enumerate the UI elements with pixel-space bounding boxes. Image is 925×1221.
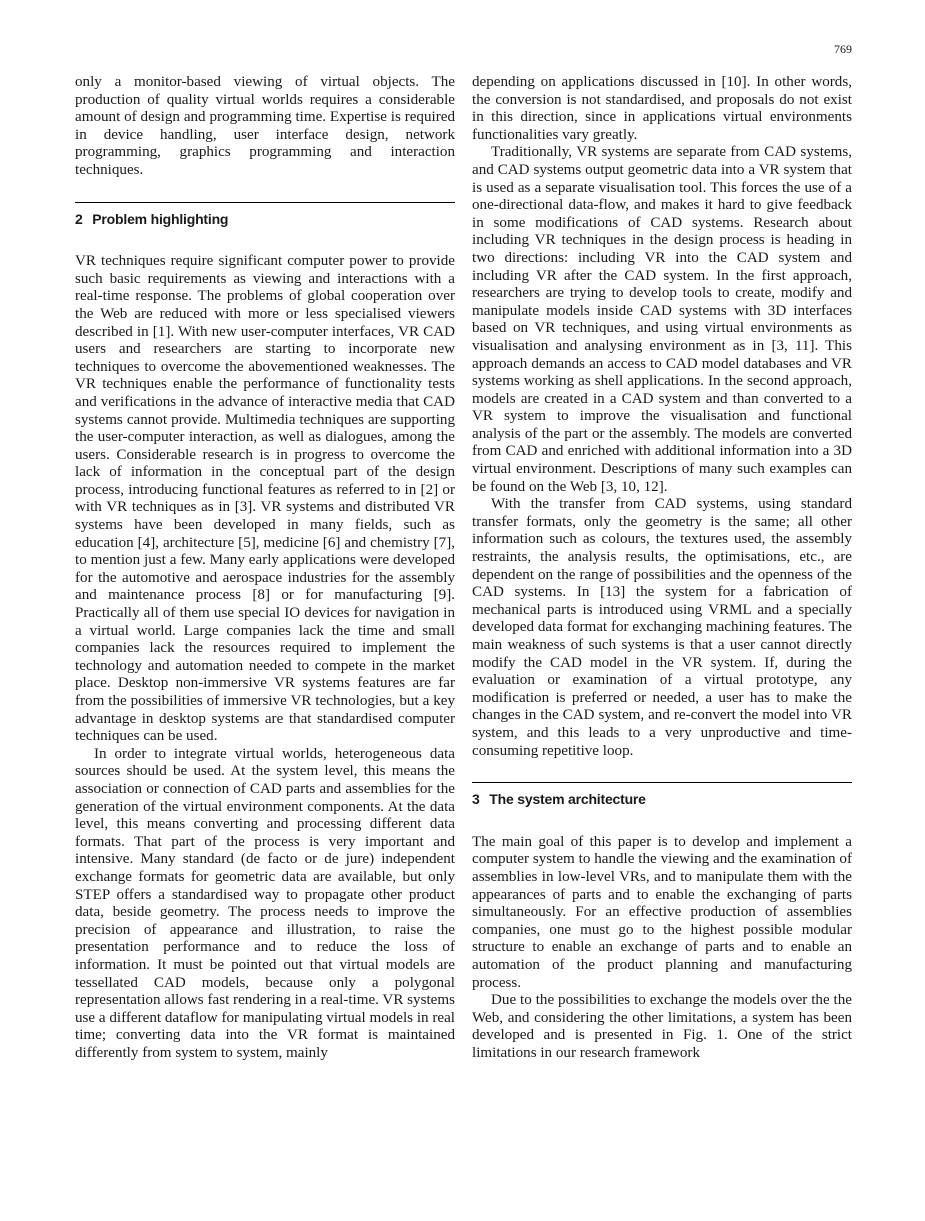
section-3-title: The system architecture (489, 791, 646, 808)
body-paragraph: depending on applications discussed in [10]. In other words, the conversion is not standardised, and proposals do not exist in this direction, since in applications virtual environments functionalities vary greatly. (472, 74, 852, 143)
section-2-rule (75, 202, 455, 229)
body-paragraph: VR techniques require significant computer power to provide such basic requirements as viewing and interactions with a real-time response. The problems of global cooperation over the Web are reduced with more or less specialised viewers described in [1]. With new user-computer interfaces, VR CAD users and researchers are starting to incorporate new techniques to overcome the abovementioned weaknesses. The VR techniques enable the performance of functionality tests and verifications in the advance of interactive media that CAD systems cannot provide. Multimedia techniques are supporting the user-computer interaction, as well as dialogues, among the users. Considerable research is in progress to overcome the lack of information in the conceptual part of the design process, introducing functional features as referred to in [2] or with VR techniques as in [3]. VR systems and distributed VR systems have been developed in many fields, such as education [4], architecture [5], medicine [6] and chemistry [7], to mention just a few. Many early applications were developed for the automotive and aerospace industries for the assembly and maintenance process [8] or for manufacturing [9]. Practically all of them use special IO devices for navigation in a virtual world. Large companies lack the time and small companies lack the resources required to implement the technology and automation needed to compete in the market place. Desktop non-immersive VR systems features are far from the possibilities of immersive VR technologies, but a key advantage in desktop systems are that standardised computer techniques can be used. (75, 253, 455, 745)
right-column (472, 74, 852, 1062)
body-paragraph: Traditionally, VR systems are separate from CAD systems, and CAD systems output geometric data into a VR system that is used as a separate visualisation tool. This forces the use of a one-directional data-flow, and makes it hard to give feedback in some modifications of CAD systems. Research about including VR techniques in the design process is heading in two directions: including VR into the CAD system and including VR after the CAD system. In the first approach, researchers are trying to develop tools to create, modify and manipulate models inside CAD systems with 3D interfaces based on VR techniques, and using virtual environments as visualisation and analysing environment as in [3, 11]. This approach demands an access to CAD model databases and VR systems working as shell applications. In the second approach, models are created in a CAD system and than converted to a VR system to improve the visualisation and functional analysis of the part or the assembly. The models are converted from CAD and enriched with additional information into a 3D virtual environment. Descriptions of many such examples can be found on the Web [3, 10, 12]. (472, 144, 852, 495)
section-3-rule (472, 782, 852, 809)
section-2-title: Problem highlighting (92, 210, 229, 227)
left-column (75, 74, 455, 1062)
body-paragraph: Due to the possibilities to exchange the models over the the Web, and considering the other limitations, a system has been developed and is presented in Fig. 1. One of the strict limitations in our research framework (472, 992, 852, 1061)
section-2-number: 2 (75, 210, 83, 227)
intro-paragraph: only a monitor-based viewing of virtual objects. The production of quality virtual worlds requires a considerable amount of design and programming time. Expertise is required in device handling, user interface design, network programming, graphics programming and interaction techniques. (75, 74, 455, 178)
page-number: 769 (834, 42, 852, 56)
section-3-heading (472, 791, 852, 809)
body-paragraph: The main goal of this paper is to develop and implement a computer system to handle the viewing and the examination of assemblies in low-level VRs, and to manipulate them with the appearances of parts and to enable the exchanging of parts simultaneously. For an effective production of assemblies companies, one must go to the highest possible modular structure to enable an exchange of parts and to enable an automation of the product planning and manufacturing process. (472, 833, 852, 991)
section-2-heading (75, 211, 455, 229)
section-3-number: 3 (472, 791, 480, 808)
body-paragraph: With the transfer from CAD systems, using standard transfer formats, only the geometry is the same; all other information such as colours, the textures used, the assembly restraints, the analysis results, the optimisations, etc., are dependent on the range of possibilities and the openness of the CAD systems. In [13] the system for a fabrication of mechanical parts is introduced using VRML and a specially developed data format for exchanging machining features. The main weakness of such systems is that a user cannot directly modify the CAD model in the VR system. If, during the evaluation or examination of a virtual prototype, any modification is preferred or needed, a user has to make the changes in the CAD system, and re-convert the model into VR system, and this leads to a very unproductive and time-consuming repetitive loop. (472, 496, 852, 759)
body-paragraph: In order to integrate virtual worlds, heterogeneous data sources should be used. At the system level, this means the association or connection of CAD parts and assemblies for the generation of the virtual environment components. At the data level, this means converting and processing different data formats. That part of the process is very important and intensive. Many standard (de facto or de jure) independent exchange formats for geometric data are available, but only STEP offers a standardised way to propagate other product data, beside geometry. The process needs to improve the precision of appearance and illustration, to raise the presentation performance and to reduce the loss of information. It must be pointed out that virtual models are tessellated CAD models, because only a polygonal representation allows fast rendering in a real-time. VR systems use a different dataflow for manipulating virtual models in real time; converting data into the VR format is maintained differently from system to system, mainly (75, 745, 455, 1061)
